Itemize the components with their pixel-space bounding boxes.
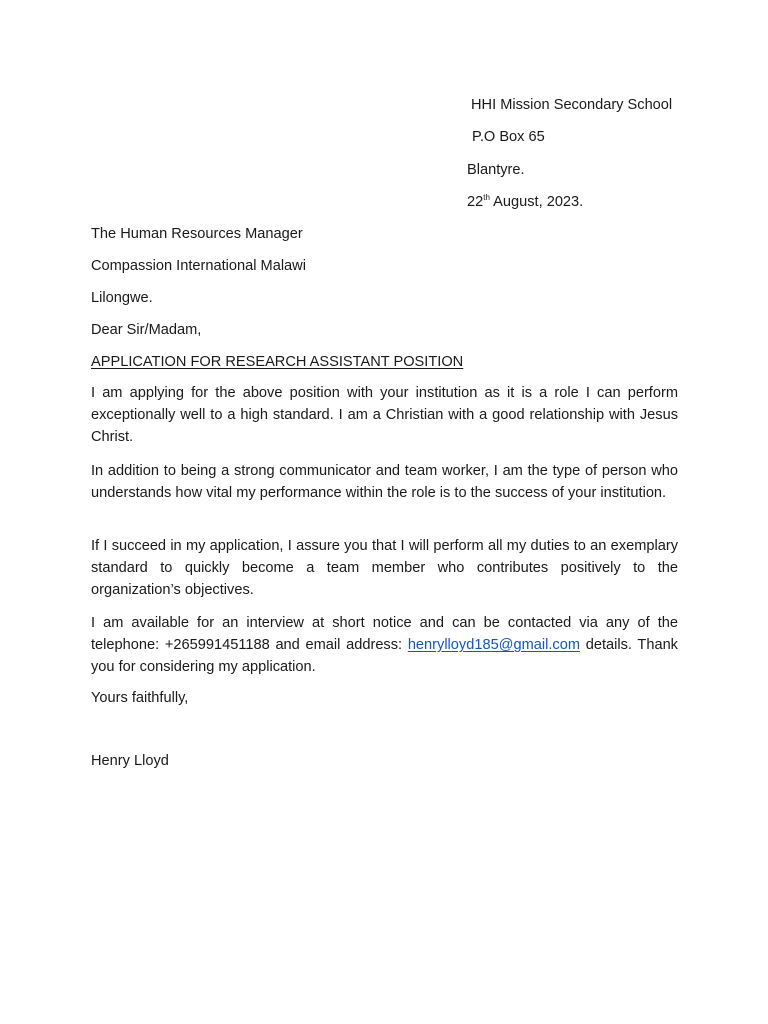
body-paragraph-3: If I succeed in my application, I assure you that I will perform all my duties to an exemplary standard to quickly become a team member who contributes positively to the organization’s objectives. [91,538,678,598]
date-rest: August, 2023. [489,194,584,210]
sender-city: Blantyre. [467,162,525,178]
paragraph-4-text-after: details. Thank you for considering my application. [91,637,678,675]
recipient-city: Lilongwe. [91,290,153,306]
email-link[interactable]: henrylloyd185@gmail.com [407,637,580,653]
closing: Yours faithfully, [91,690,189,706]
subject-heading: APPLICATION FOR RESEARCH ASSISTANT POSITION [91,354,464,370]
salutation: Dear Sir/Madam, [91,322,202,338]
body-paragraph-2: In addition to being a strong communicator and team worker, I am the type of person who understands how vital my performance within the role is to the success of your institution. [91,463,678,501]
sender-school: HHI Mission Secondary School [471,97,673,113]
paragraph-4-text-before: I am available for an interview at short notice and can be contacted via any of the telephone: +265991451188 and email address: [91,615,678,653]
sender-po-box: P.O Box 65 [472,129,545,145]
recipient-organization: Compassion International Malawi [91,258,306,274]
body-paragraph-4 [91,612,678,678]
letter-date [467,193,583,211]
body-paragraph-1: I am applying for the above position with your institution as it is a role I can perform exceptionally well to a high standard. I am a Christian with a good relationship with Jesus Christ. [91,385,678,445]
date-suffix: th [483,193,490,202]
date-day: 22 [467,194,484,210]
signature-name: Henry Lloyd [91,753,169,769]
recipient-title: The Human Resources Manager [91,226,303,242]
